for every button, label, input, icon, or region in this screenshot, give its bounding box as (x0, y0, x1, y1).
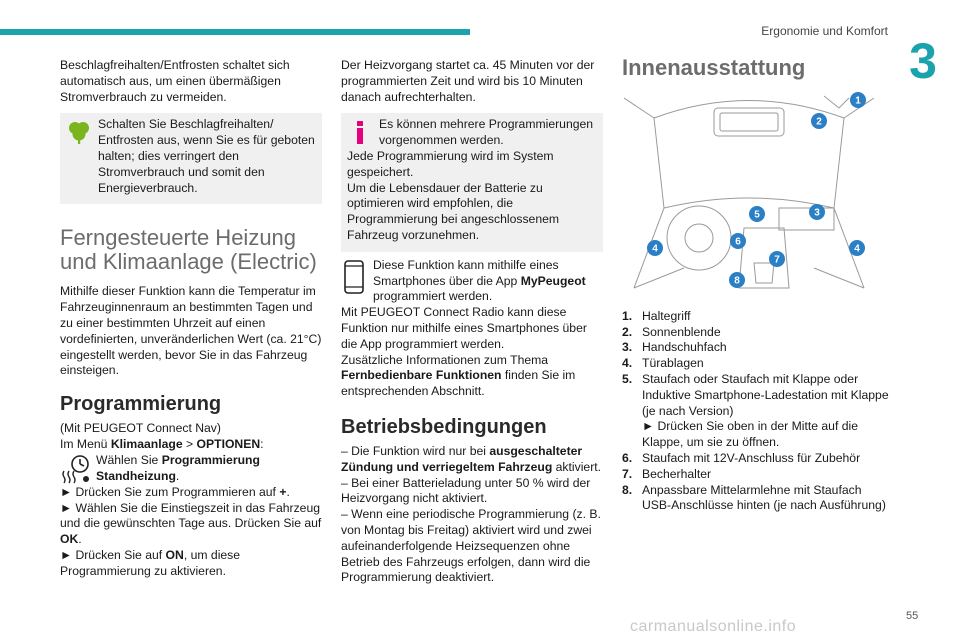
legend-item (622, 309, 892, 325)
column-3 (622, 56, 892, 514)
callout-8: 8 (734, 275, 740, 287)
legend-text: ► Drücken Sie oben in der Mitte auf die Klappe, um sie zu öffnen. (642, 419, 858, 450)
step-1 (60, 485, 322, 501)
legend-text: Haltegriff (642, 308, 691, 323)
eco-tip-box (60, 113, 322, 204)
legend-text: Staufach oder Staufach mit Klappe oder Induktive Smartphone-Ladestation mit Klappe (je nach Version) (642, 371, 889, 418)
select-option: Programmierung Standheizung (96, 452, 260, 483)
page-number: 55 (906, 610, 919, 622)
column-2 (341, 58, 603, 586)
smartphone-icon (341, 260, 367, 294)
smartphone-note (341, 258, 603, 305)
menu-path (60, 437, 322, 453)
schedule-heater-icon (60, 453, 92, 485)
legend-num: 7. (622, 466, 633, 481)
info-line-2: Jede Programmierung wird im System gespeichert. (347, 148, 554, 179)
callout-5: 5 (754, 209, 760, 221)
heading-remote-heating: Ferngesteuerte Heizung und Klimaanlage (Electric) (60, 225, 317, 275)
legend-item (622, 325, 892, 341)
menu-climate: Klimaanlage (110, 436, 183, 451)
smartphone-text-a: Diese Funktion kann mithilfe eines Smartphones über die App (373, 257, 559, 288)
watermark: carmanualsonline.info (630, 618, 797, 635)
callout-3: 3 (814, 207, 820, 219)
select-programming (60, 453, 322, 485)
app-name: MyPeugeot (520, 273, 586, 288)
step-2-end: . (78, 532, 82, 547)
condition-1-c: aktiviert. (552, 459, 602, 474)
callout-6: 6 (735, 236, 741, 248)
extra-info-topic: Fernbedienbare Funktionen (341, 368, 502, 383)
select-suffix: . (175, 468, 180, 483)
legend-text: Becherhalter (642, 466, 712, 481)
step-1-text: ► Drücken Sie zum Programmieren auf (60, 484, 280, 499)
step-3-text: ► Drücken Sie auf (60, 547, 166, 562)
legend-num: 5. (622, 371, 633, 386)
legend-text: Staufach mit 12V-Anschluss für Zubehör (642, 450, 861, 465)
condition-3: – Wenn eine periodische Programmierung (z. B. von Montag bis Freitag) aktiviert wird und zwei aufeinanderfolgende Heizsequenzen ohne Betrieb des Fahrzeugs erfolgen, dann wird die Programmierung deaktiviert. (341, 507, 601, 585)
condition-1 (341, 444, 603, 476)
legend-text: Handschuhfach (642, 340, 727, 355)
callout-7: 7 (774, 254, 780, 266)
section-title: Ergonomie und Komfort (761, 24, 888, 38)
remote-heating-text: Mithilfe dieser Funktion kann die Temperatur im Fahrzeuginnenraum an bestimmten Tagen und zu einer bestimmten Uhrzeit auf einen vordefinierten, unveränderlichen Wert (ca. 21°C) eingestellt werden, bevor Sie in das Fahrzeug einsteigen. (60, 284, 322, 378)
callout-4-right: 4 (854, 243, 860, 255)
step-2-text: ► Wählen Sie die Einstiegszeit in das Fahrzeug und die gewünschten Tage aus. Drücken Sie auf (60, 500, 322, 531)
callout-2: 2 (816, 116, 822, 128)
step-1-end: . (286, 484, 290, 499)
step-3 (60, 548, 322, 580)
connect-radio-text: Mit PEUGEOT Connect Radio kann diese Funktion nur mithilfe eines Smartphones über die App programmiert werden. (341, 305, 587, 351)
step-2 (60, 501, 322, 548)
legend-text: Anpassbare Mittelarmlehne mit Staufach USB-Anschlüsse hinten (je nach Ausführung) (642, 482, 886, 513)
step-2-ok: OK (60, 532, 79, 547)
legend-num: 3. (622, 340, 633, 355)
heating-start-text: Der Heizvorgang startet ca. 45 Minuten vor der programmierten Zeit und wird bis 10 Minuten danach aufrechterhalten. (341, 58, 595, 104)
info-line-3: Um die Lebensdauer der Batterie zu optimieren wird empfohlen, die Programmierung bei angeschlossenem Fahrzeug vorzunehmen. (347, 180, 560, 242)
heading-conditions: Betriebsbedingungen (341, 415, 547, 438)
callout-4-left: 4 (652, 243, 658, 255)
legend-num: 6. (622, 450, 633, 465)
menu-prefix: Im Menü (60, 436, 111, 451)
step-1-plus: + (279, 484, 287, 499)
legend-item (622, 356, 892, 372)
defrost-intro: Beschlagfreihalten/Entfrosten schaltet sich automatisch aus, um einen übermäßigen Stromverbrauch zu vermeiden. (60, 58, 290, 104)
chapter-number: 3 (909, 33, 937, 89)
programming-note: (Mit PEUGEOT Connect Nav) (60, 421, 221, 436)
interior-legend (622, 309, 892, 514)
legend-item (622, 419, 892, 451)
condition-1-a: – Die Funktion wird nur bei (341, 443, 490, 458)
eco-tip-text: Schalten Sie Beschlagfreihalten/ Entfrosten aus, wenn Sie es für geboten halten; dies verringert den Stromverbrauch und somit den Energieverbrauch. (98, 117, 315, 195)
menu-separator: > (182, 436, 197, 451)
legend-item (622, 451, 892, 467)
legend-item (622, 483, 892, 515)
header-accent-bar (0, 29, 470, 35)
extra-info-text (341, 353, 603, 400)
info-box (341, 113, 603, 251)
column-1 (60, 58, 322, 580)
smartphone-text (341, 258, 603, 305)
condition-2: – Bei einer Batterieladung unter 50 % wird der Heizvorgang nicht aktiviert. (341, 475, 591, 506)
select-prefix: Wählen Sie (96, 452, 162, 467)
interior-illustration (624, 88, 874, 294)
legend-num: 8. (622, 482, 633, 497)
menu-suffix: : (260, 436, 264, 451)
info-line-1: Es können mehrere Programmierungen vorgenommen werden. (379, 117, 594, 148)
legend-num: 4. (622, 356, 633, 371)
legend-item (622, 340, 892, 356)
extra-info-a: Zusätzliche Informationen zum Thema (341, 352, 549, 367)
callout-1: 1 (855, 95, 861, 107)
legend-num: 2. (622, 324, 633, 339)
legend-num: 1. (622, 308, 633, 323)
legend-text: Türablagen (642, 356, 704, 371)
legend-item (622, 372, 892, 419)
heading-interior: Innenausstattung (622, 55, 806, 80)
heading-programming: Programmierung (60, 393, 222, 416)
extra-info-c: finden Sie im entsprechenden Abschnitt. (341, 368, 576, 399)
condition-1-bold: ausgeschalteter Zündung und verriegeltem Fahrzeug (341, 443, 583, 474)
legend-item (622, 467, 892, 483)
smartphone-text-c: programmiert werden. (373, 289, 493, 304)
legend-text: Sonnenblende (642, 324, 721, 339)
step-3-end: , um diese Programmierung zu aktivieren. (60, 547, 241, 578)
step-3-on: ON (165, 547, 184, 562)
menu-options: OPTIONEN (196, 436, 261, 451)
select-text (60, 453, 322, 485)
info-icon (347, 119, 373, 145)
eco-leaf-icon (66, 119, 92, 145)
